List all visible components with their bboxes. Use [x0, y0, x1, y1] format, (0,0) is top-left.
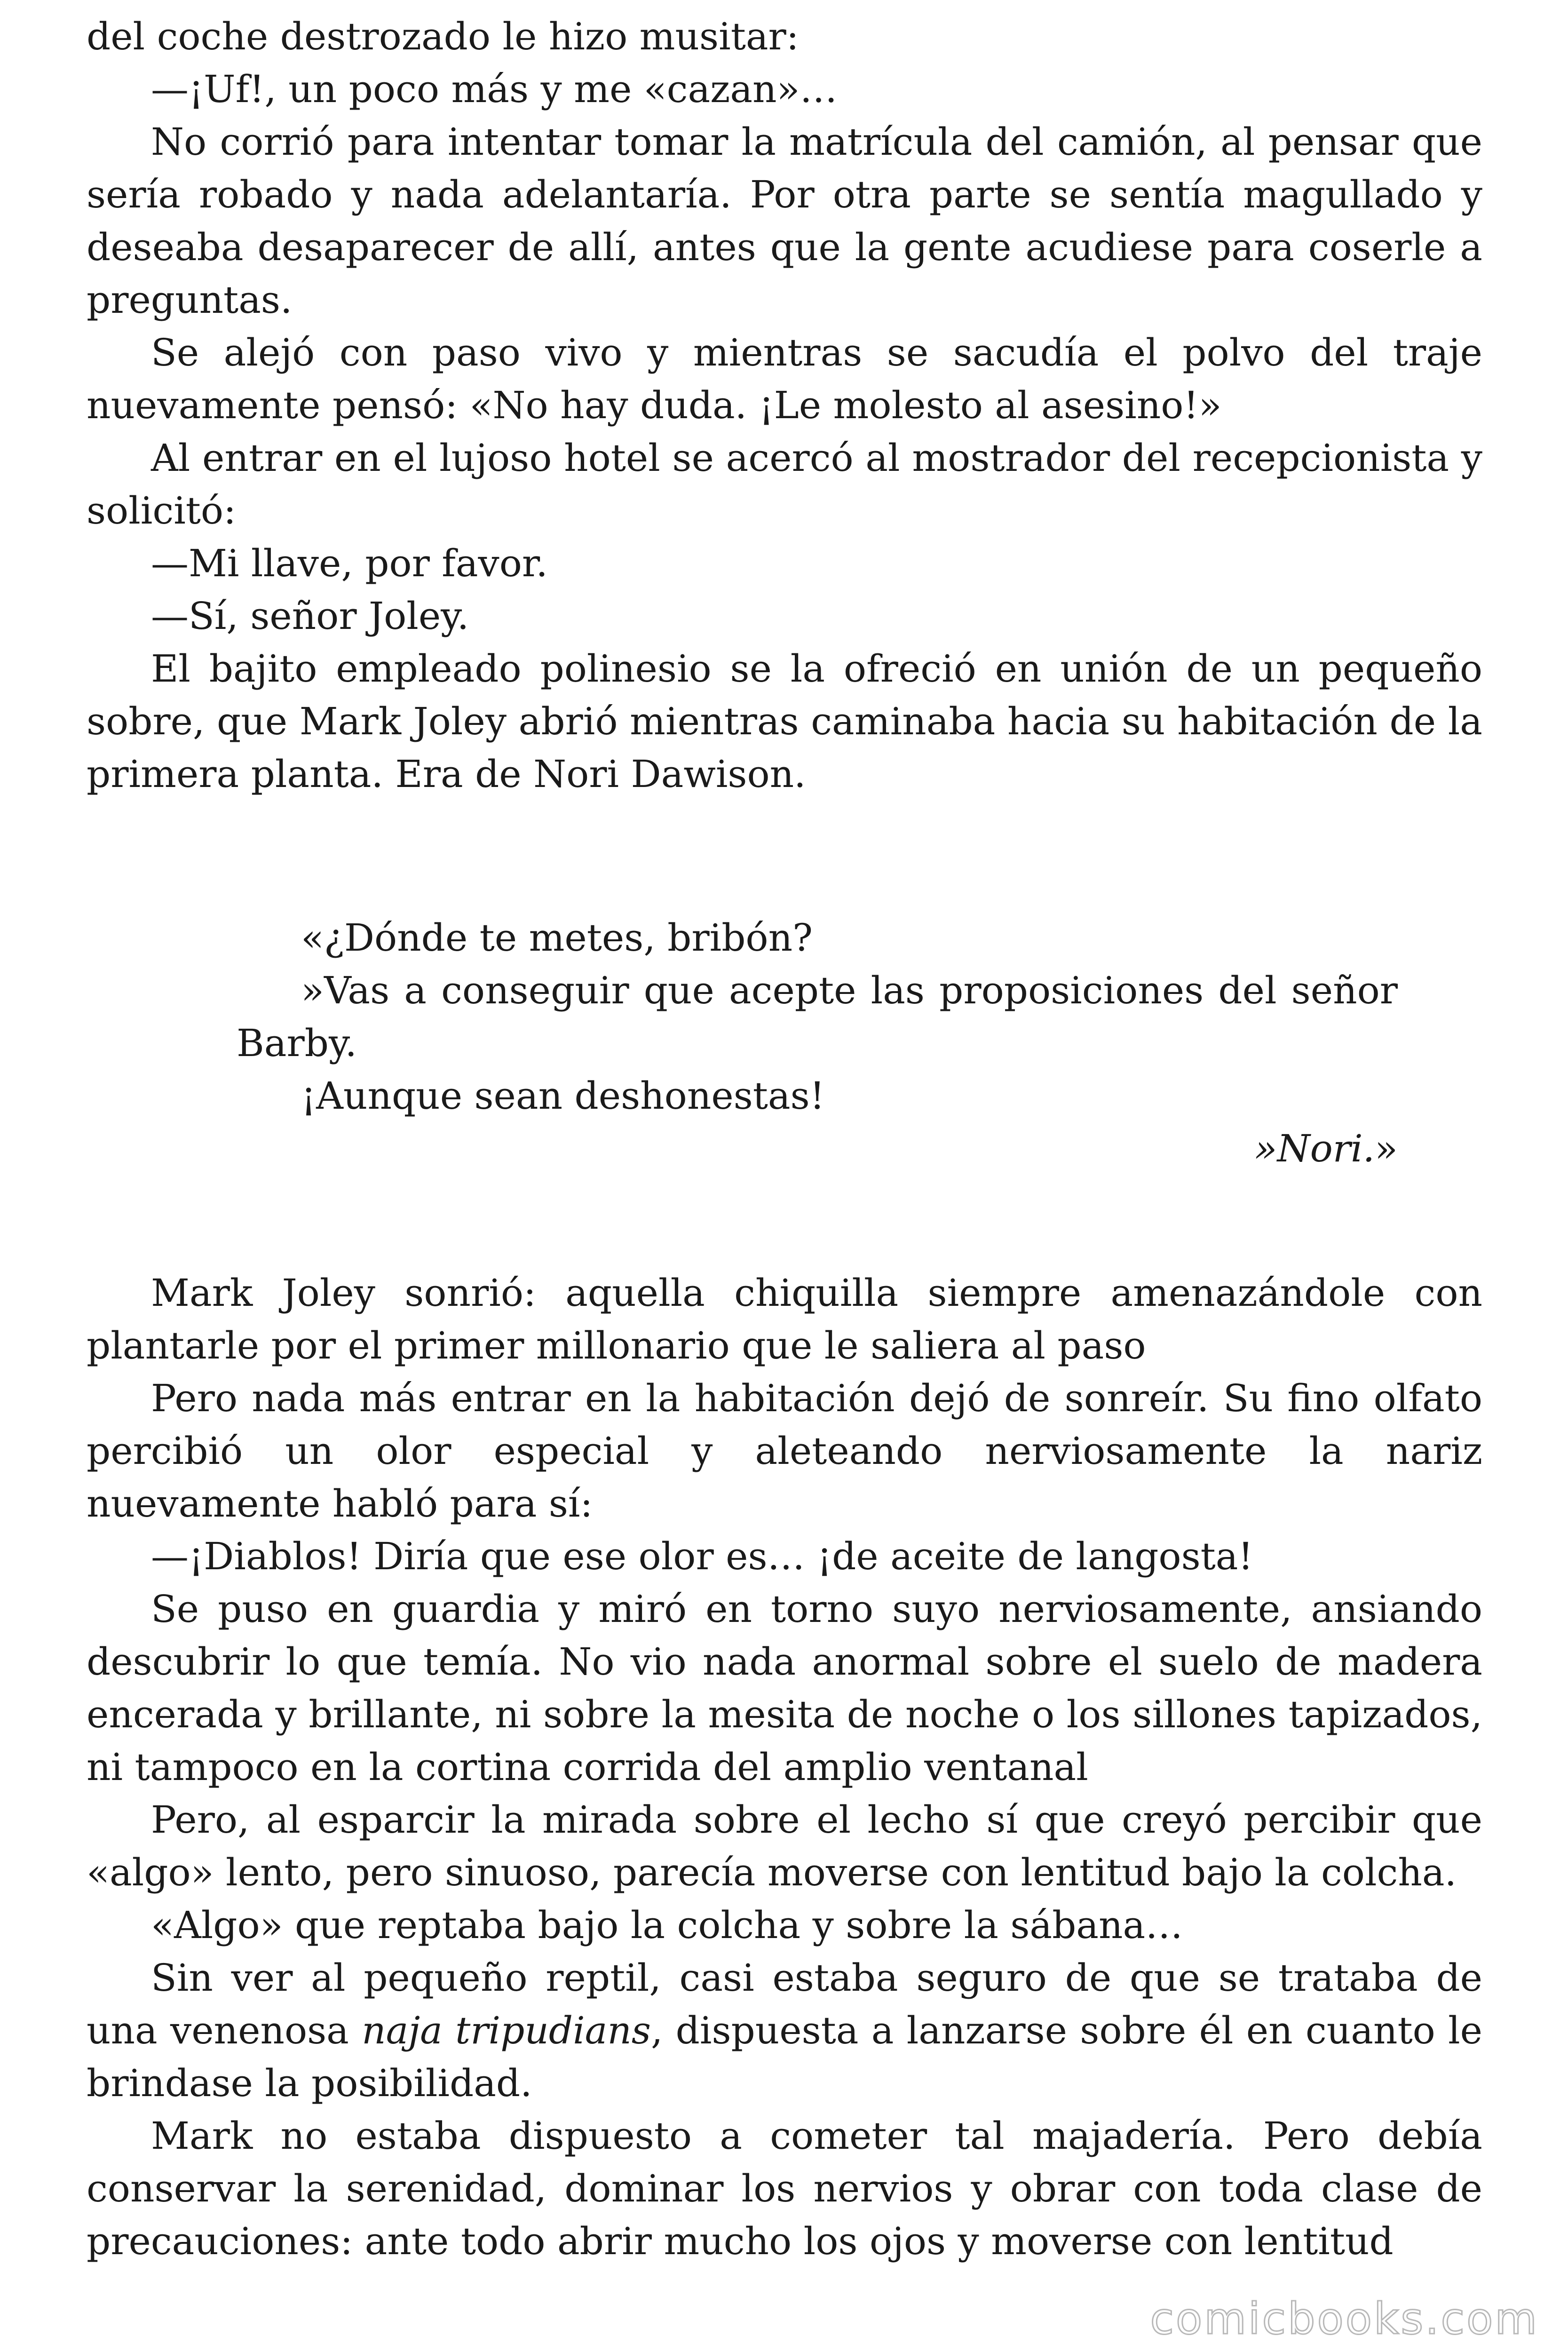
paragraph: Mark Joley sonrió: aquella chiquilla siempre amenazándole con plantarle por el primer millonario que le saliera al paso — [87, 1271, 1482, 1367]
paragraph: —¡Uf!, un poco más y me «cazan»… — [151, 67, 838, 111]
paragraph: Pero, al esparcir la mirada sobre el lecho sí que creyó percibir que «algo» lento, pero sinuoso, parecía moverse con lentitud bajo la colcha. — [87, 1798, 1482, 1894]
signature-close-quote: » — [1375, 1127, 1398, 1170]
paragraph — [87, 1952, 1482, 2110]
paragraph: El bajito empleado polinesio se la ofreció en unión de un pequeño sobre, que Mark Joley abrió mientras caminaba hacia su habitación de la primera planta. Era de Nori Dawison. — [87, 647, 1482, 796]
paragraph: del coche destrozado le hizo musitar: — [87, 15, 799, 58]
paragraph: Mark no estaba dispuesto a cometer tal majadería. Pero debía conservar la serenidad, dominar los nervios y obrar con toda clase de precauciones: ante todo abrir mucho los ojos y moverse con lentitud — [87, 2114, 1482, 2263]
naja-text-before: Sin ver al pequeño reptil, casi estaba seguro de que se trataba de una venenosa — [87, 1956, 1482, 2052]
letter-line: «¿Dónde te metes, bribón? — [301, 916, 813, 960]
naja-text-after: , dispuesta a lanzarse sobre él en cuanto le brindase la posibilidad. — [87, 2009, 1483, 2105]
watermark: comicbooks.com — [1150, 2294, 1539, 2344]
paragraph: No corrió para intentar tomar la matrícula del camión, al pensar que sería robado y nada adelantaría. Por otra parte se sentía magullado y deseaba desaparecer de allí, antes que la gente acudiese para coserle a preguntas. — [87, 120, 1482, 322]
signature-name: »Nori. — [1254, 1127, 1375, 1170]
section-spacer — [87, 1175, 1482, 1267]
paragraph: —Sí, señor Joley. — [151, 594, 469, 638]
paragraph: Pero nada más entrar en la habitación dejó de sonreír. Su fino olfato percibió un olor especial y aleteando nerviosamente la nariz nuevamente habló para sí: — [87, 1376, 1482, 1526]
text-column — [87, 10, 1482, 2268]
paragraph: —¡Diablos! Diría que ese olor es… ¡de aceite de langosta! — [151, 1534, 1253, 1578]
section-spacer — [87, 801, 1482, 912]
letter-line: ¡Aunque sean deshonestas! — [301, 1074, 825, 1118]
naja-italic: naja tripudians — [362, 2009, 651, 2052]
paragraph: Se alejó con paso vivo y mientras se sacudía el polvo del traje nuevamente pensó: «No hay duda. ¡Le molesto al asesino!» — [87, 331, 1482, 427]
paragraph: Al entrar en el lujoso hotel se acercó al mostrador del recepcionista y solicitó: — [87, 436, 1482, 532]
paragraph: —Mi llave, por favor. — [151, 541, 548, 585]
paragraph: «Algo» que reptaba bajo la colcha y sobre la sábana… — [151, 1903, 1183, 1947]
paragraph: Se puso en guardia y miró en torno suyo nerviosamente, ansiando descubrir lo que temía. No vio nada anormal sobre el suelo de madera encerada y brillante, ni sobre la mesita de noche o los sillones tapizados, ni tampoco en la cortina corrida del amplio ventanal — [87, 1587, 1482, 1789]
letter-block — [87, 912, 1482, 1175]
letter-line: »Vas a conseguir que acepte las proposiciones del señor Barby. — [237, 969, 1398, 1065]
letter-signature — [237, 1122, 1398, 1175]
